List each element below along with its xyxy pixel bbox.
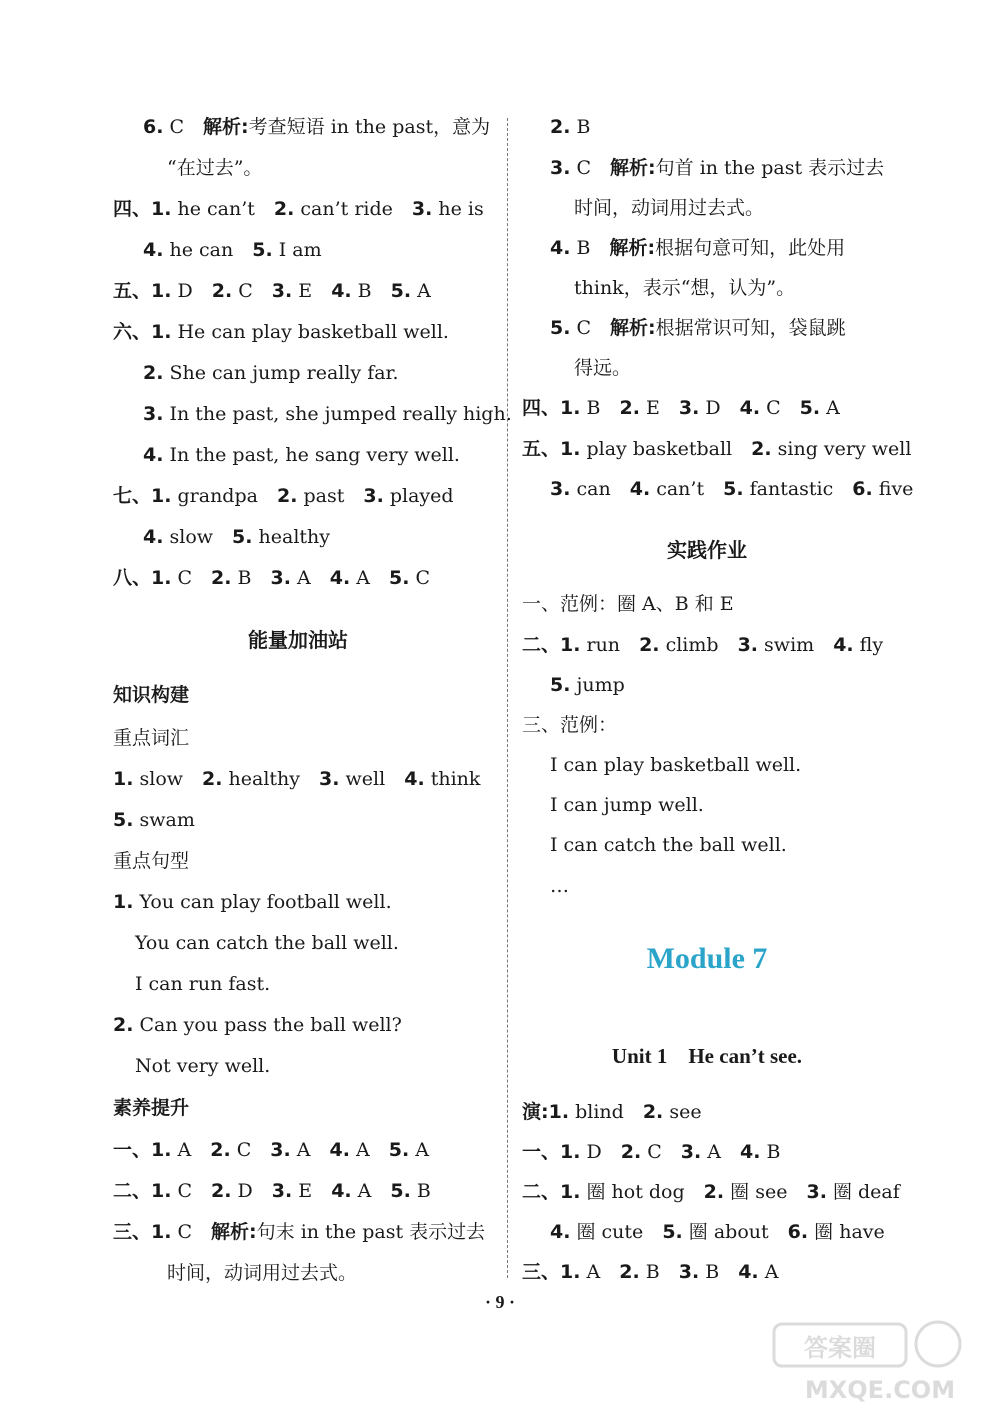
answer-text (814, 634, 833, 656)
answer-text: B (699, 1261, 720, 1283)
item-number: 五、1. (113, 280, 172, 302)
answer-text: see (663, 1101, 702, 1123)
item-number: 3. (806, 1181, 827, 1203)
answer-text: 圈 have (808, 1221, 885, 1243)
item-number: 四、1. (522, 397, 581, 419)
answer-line (143, 402, 512, 426)
item-number: 2. (550, 116, 571, 138)
answer-text: played (383, 485, 454, 507)
answer-line (143, 238, 322, 262)
answer-text: think (424, 768, 481, 790)
answer-text: D (580, 1141, 602, 1163)
answer-line (550, 236, 845, 260)
answer-line (143, 361, 399, 385)
item-number: 3. (411, 198, 433, 220)
answer-text: 时间，动词用过去式。 (167, 1262, 358, 1284)
answer-text (643, 1221, 662, 1243)
subsection-heading: 知识构建 (113, 684, 190, 706)
answer-text (662, 1141, 681, 1163)
answer-text (660, 397, 679, 419)
answer-line (550, 316, 846, 340)
answer-text: A (411, 280, 431, 302)
answer-text: swim (758, 634, 815, 656)
item-number: 5. (550, 317, 571, 339)
answer-line (113, 1013, 402, 1037)
item-number: 5. (113, 809, 134, 831)
answer-text (600, 1261, 619, 1283)
answer-text (732, 438, 751, 460)
answer-text: A (349, 1139, 370, 1161)
answer-text: run (580, 634, 621, 656)
answer-line (135, 1054, 270, 1078)
answer-line (113, 890, 392, 914)
item-number: 5. (390, 1180, 411, 1202)
watermark-top-text: 答案圈 (804, 1334, 876, 1362)
item-number: 2. (202, 768, 223, 790)
answer-text (833, 478, 852, 500)
answer-text: healthy (252, 526, 331, 548)
answer-line (113, 197, 484, 221)
answer-text (685, 1181, 704, 1203)
item-number: 二、1. (522, 634, 581, 656)
answer-line (550, 793, 704, 817)
item-number: 2. (211, 567, 232, 589)
answer-text: A (290, 567, 311, 589)
answer-line (143, 443, 460, 467)
answer-line (113, 767, 480, 791)
item-number: 4. (404, 768, 425, 790)
answer-text (258, 485, 277, 507)
answer-text (590, 237, 609, 259)
answer-text: She can jump really far. (163, 362, 399, 384)
answer-line (522, 1180, 900, 1204)
answer-text (193, 280, 212, 302)
answer-text (255, 198, 274, 220)
answer-line (574, 356, 631, 380)
answer-line (143, 525, 330, 549)
answer-text (611, 478, 630, 500)
answer-text: 圈 about (682, 1221, 769, 1243)
answer-line (522, 396, 840, 420)
answer-line (113, 484, 454, 508)
answer-text (660, 1261, 679, 1283)
item-number: 3. (271, 1180, 293, 1202)
answer-line (522, 713, 617, 737)
item-number: 一、1. (113, 1139, 172, 1161)
item-number: 4. (739, 397, 761, 419)
item-number: 解析: (211, 1221, 257, 1243)
answer-text: You can play football well. (133, 891, 392, 913)
answer-text: A (171, 1139, 192, 1161)
answer-text: he can’t (171, 198, 255, 220)
answer-line (574, 276, 795, 300)
item-number: 六、1. (113, 321, 172, 343)
answer-text: He can play basketball well. (171, 321, 449, 343)
answer-text: I am (272, 239, 322, 261)
item-number: 3. (737, 634, 759, 656)
answer-text: 圈 see (724, 1181, 788, 1203)
answer-text (300, 768, 319, 790)
answer-line (113, 320, 449, 344)
item-number: 4. (550, 1221, 571, 1243)
item-number: 2. (703, 1181, 725, 1203)
answer-text: swam (133, 809, 195, 831)
answer-text: 圈 cute (570, 1221, 644, 1243)
answer-text (184, 116, 203, 138)
answer-text: 重点句型 (113, 850, 190, 872)
answer-line (522, 592, 734, 616)
item-number: 2. (639, 634, 660, 656)
item-number: 2. (619, 397, 640, 419)
item-number: 八、1. (113, 567, 172, 589)
unit-title: Unit 1 He can’t see. (611, 1044, 803, 1068)
answer-text (312, 1180, 331, 1202)
item-number: 3. (363, 485, 384, 507)
answer-line (550, 874, 569, 898)
item-number: 3. (550, 478, 571, 500)
answer-text: C (163, 116, 185, 138)
answer-text (370, 567, 389, 589)
answer-text: B (570, 116, 591, 138)
item-number: 3. (678, 397, 700, 419)
answer-line (522, 1140, 781, 1164)
answer-text: play basketball (580, 438, 733, 460)
item-number: 4. (143, 526, 164, 548)
answer-text: A (758, 1261, 779, 1283)
answer-text: well (339, 768, 386, 790)
item-number: 5. (662, 1221, 683, 1243)
answer-text: D (171, 280, 193, 302)
item-number: 一、1. (522, 1141, 581, 1163)
item-number: 5. (232, 526, 253, 548)
answer-text: C (171, 1180, 193, 1202)
answer-text: I can run fast. (135, 973, 271, 995)
answer-text (620, 634, 639, 656)
answer-text: “在过去”。 (167, 157, 263, 179)
answer-line (135, 931, 399, 955)
answer-text: can’t ride (294, 198, 393, 220)
answer-text: slow (133, 768, 184, 790)
answer-text: fly (853, 634, 884, 656)
item-number: 5. (723, 478, 744, 500)
answer-text: jump (570, 674, 625, 696)
answer-text: C (641, 1141, 662, 1163)
answer-text (591, 157, 610, 179)
section-heading: 实践作业 (667, 538, 747, 562)
answer-text: In the past, she jumped really high. (163, 403, 512, 425)
item-number: 解析: (610, 157, 656, 179)
answer-text (191, 1139, 210, 1161)
item-number: 4. (629, 478, 651, 500)
answer-text: 根据句意可知，此处用 (655, 237, 846, 259)
answer-line (522, 1100, 702, 1124)
answer-line (522, 437, 911, 461)
answer-line (113, 726, 189, 750)
answer-text: D (699, 397, 721, 419)
item-number: 3. (270, 1139, 291, 1161)
answer-text (251, 1139, 270, 1161)
column-divider (507, 118, 508, 1278)
answer-text: A (290, 1139, 311, 1161)
answer-text: 根据常识可知，袋鼠跳 (655, 317, 846, 339)
answer-line (550, 1220, 885, 1244)
answer-text: A (350, 567, 370, 589)
answer-text (624, 1101, 643, 1123)
item-number: 3. (143, 403, 164, 425)
answer-text: D (231, 1180, 253, 1202)
item-number: 四、1. (113, 198, 172, 220)
answer-text (253, 280, 272, 302)
item-number: 1. (113, 891, 134, 913)
item-number: 2. (642, 1101, 664, 1123)
answer-text: B (760, 1141, 781, 1163)
item-number: 1. (113, 768, 134, 790)
item-number: 4. (331, 280, 352, 302)
page-number: · 9 · (484, 1292, 515, 1312)
item-number: 解析: (609, 237, 656, 259)
answer-text: A (580, 1261, 601, 1283)
answer-text (344, 485, 363, 507)
answer-text: A (409, 1139, 429, 1161)
item-number: 5. (388, 1139, 410, 1161)
item-number: 三、1. (522, 1261, 581, 1283)
item-number: 2. (113, 1014, 134, 1036)
answer-text: healthy (222, 768, 301, 790)
item-number: 4. (143, 444, 164, 466)
item-number: 4. (331, 1180, 352, 1202)
answer-text: B (410, 1180, 431, 1202)
answer-line (113, 279, 431, 303)
answer-text: Not very well. (135, 1055, 271, 1077)
answer-text: 三、范例： (522, 714, 618, 736)
item-number: 2. (211, 280, 233, 302)
answer-line (522, 1260, 778, 1284)
item-number: 4. (329, 567, 351, 589)
answer-line (167, 156, 262, 180)
answer-text: You can catch the ball well. (135, 932, 399, 954)
watermark-logo (770, 1318, 990, 1408)
item-number: 五、1. (522, 438, 581, 460)
item-number: 2. (211, 1180, 232, 1202)
item-number: 二、1. (113, 1180, 172, 1202)
item-number: 2. (143, 362, 164, 384)
item-number: 3. (680, 1141, 702, 1163)
item-number: 5. (799, 397, 821, 419)
answer-text: B (639, 1261, 660, 1283)
item-number: 解析: (203, 116, 249, 138)
module-title: Module 7 (646, 942, 768, 975)
answer-text (213, 526, 232, 548)
item-number: 2. (620, 1141, 642, 1163)
answer-text: A (351, 1180, 372, 1202)
answer-text: 句末 in the past 表示过去 (256, 1221, 486, 1243)
answer-text: C (760, 397, 781, 419)
answer-text: 圈 deaf (826, 1181, 900, 1203)
answer-text: In the past, he sang very well. (163, 444, 460, 466)
answer-text: slow (163, 526, 214, 548)
item-number: 5. (252, 239, 273, 261)
answer-line (522, 633, 883, 657)
answer-line (113, 1179, 431, 1203)
item-number: 2. (210, 1139, 231, 1161)
answer-text (312, 280, 331, 302)
answer-text (192, 1180, 211, 1202)
answer-line (550, 115, 590, 139)
answer-text: C (409, 567, 431, 589)
answer-text: C (232, 280, 253, 302)
item-number: 6. (787, 1221, 809, 1243)
item-number: 3. (271, 280, 293, 302)
item-number: 4. (329, 1139, 350, 1161)
answer-text: think，表示“想，认为”。 (574, 277, 796, 299)
answer-text (704, 478, 723, 500)
answer-text (719, 634, 738, 656)
answer-text (192, 1221, 211, 1243)
item-number: 5. (390, 280, 412, 302)
answer-text: blind (569, 1101, 624, 1123)
answer-text (253, 1180, 272, 1202)
answer-text: Can you pass the ball well? (133, 1014, 402, 1036)
item-number: 3. (550, 157, 571, 179)
item-number: 4. (550, 237, 571, 259)
answer-text (787, 1181, 806, 1203)
answer-text (192, 567, 211, 589)
answer-text: 时间，动词用过去式。 (574, 197, 765, 219)
answer-text (385, 768, 404, 790)
answer-text: A (701, 1141, 722, 1163)
answer-text (311, 567, 330, 589)
answer-line (113, 1220, 485, 1244)
answer-line (143, 115, 490, 139)
answer-text (371, 1180, 390, 1202)
answer-text (183, 768, 202, 790)
answer-line (550, 156, 884, 180)
item-number: 4. (740, 1141, 761, 1163)
answer-line (550, 753, 801, 777)
item-number: 二、1. (522, 1181, 581, 1203)
answer-line (550, 673, 625, 697)
answer-text: 一、范例：圈 A、B 和 E (522, 593, 734, 615)
answer-text: … (550, 875, 569, 897)
item-number: 6. (143, 116, 164, 138)
answer-text (252, 567, 271, 589)
answer-text (370, 1139, 389, 1161)
item-number: 七、1. (113, 485, 172, 507)
answer-text: A (820, 397, 840, 419)
answer-line (113, 808, 195, 832)
item-number: 2. (276, 485, 298, 507)
answer-text: B (351, 280, 372, 302)
answer-text: I can play basketball well. (550, 754, 802, 776)
answer-line (574, 196, 764, 220)
item-number: 4. (143, 239, 164, 261)
answer-text: 重点词汇 (113, 727, 190, 749)
answer-text: fantastic (743, 478, 834, 500)
answer-text (781, 397, 800, 419)
answer-text (602, 1141, 621, 1163)
answer-line (113, 1138, 429, 1162)
answer-text: grandpa (171, 485, 258, 507)
answer-text: I can catch the ball well. (550, 834, 787, 856)
answer-text: E (639, 397, 660, 419)
answer-text: 得远。 (574, 357, 632, 379)
answer-text: he can (163, 239, 234, 261)
answer-text: B (580, 397, 601, 419)
answer-text (769, 1221, 788, 1243)
answer-text (311, 1139, 330, 1161)
answer-text (600, 397, 619, 419)
item-number: 三、1. (113, 1221, 172, 1243)
answer-text (719, 1261, 738, 1283)
answer-text: B (570, 237, 591, 259)
item-number: 4. (738, 1261, 759, 1283)
item-number: 6. (852, 478, 873, 500)
answer-text: I can jump well. (550, 794, 704, 816)
answer-text: C (171, 567, 193, 589)
answer-text (721, 397, 740, 419)
answer-text (233, 239, 252, 261)
answer-text: he is (432, 198, 484, 220)
answer-text (721, 1141, 740, 1163)
answer-text: 考查短语 in the past，意为 (248, 116, 491, 138)
answer-line (113, 849, 189, 873)
item-number: 5. (550, 674, 571, 696)
item-number: 解析: (610, 317, 656, 339)
item-number: 5. (389, 567, 410, 589)
answer-line (550, 477, 913, 501)
answer-text: can (570, 478, 611, 500)
answer-text: sing very well (771, 438, 912, 460)
answer-text: five (872, 478, 914, 500)
answer-line (135, 972, 270, 996)
answer-text: C (230, 1139, 252, 1161)
answer-text: 句首 in the past 表示过去 (655, 157, 885, 179)
answer-line (550, 833, 787, 857)
item-number: 3. (319, 768, 340, 790)
answer-text: can’t (650, 478, 705, 500)
item-number: 3. (270, 567, 291, 589)
section-heading: 能量加油站 (248, 628, 348, 652)
answer-text: climb (659, 634, 719, 656)
answer-text (372, 280, 391, 302)
item-number: 2. (619, 1261, 640, 1283)
answer-text (591, 317, 610, 339)
answer-line (167, 1261, 357, 1285)
answer-text: C (570, 157, 592, 179)
subsection-heading: 素养提升 (113, 1097, 190, 1119)
answer-text: 圈 hot dog (580, 1181, 685, 1203)
item-number: 3. (678, 1261, 700, 1283)
answer-text: E (292, 1180, 313, 1202)
answer-line (113, 566, 430, 590)
answer-text: past (297, 485, 345, 507)
item-number: 2. (273, 198, 295, 220)
item-number: 演:1. (522, 1101, 570, 1123)
answer-text: E (292, 280, 313, 302)
watermark-bottom-text: MXQE.COM (804, 1376, 956, 1404)
answer-text (393, 198, 412, 220)
item-number: 2. (751, 438, 772, 460)
answer-text: B (231, 567, 252, 589)
item-number: 4. (833, 634, 854, 656)
answer-text: C (570, 317, 592, 339)
answer-text: C (171, 1221, 193, 1243)
